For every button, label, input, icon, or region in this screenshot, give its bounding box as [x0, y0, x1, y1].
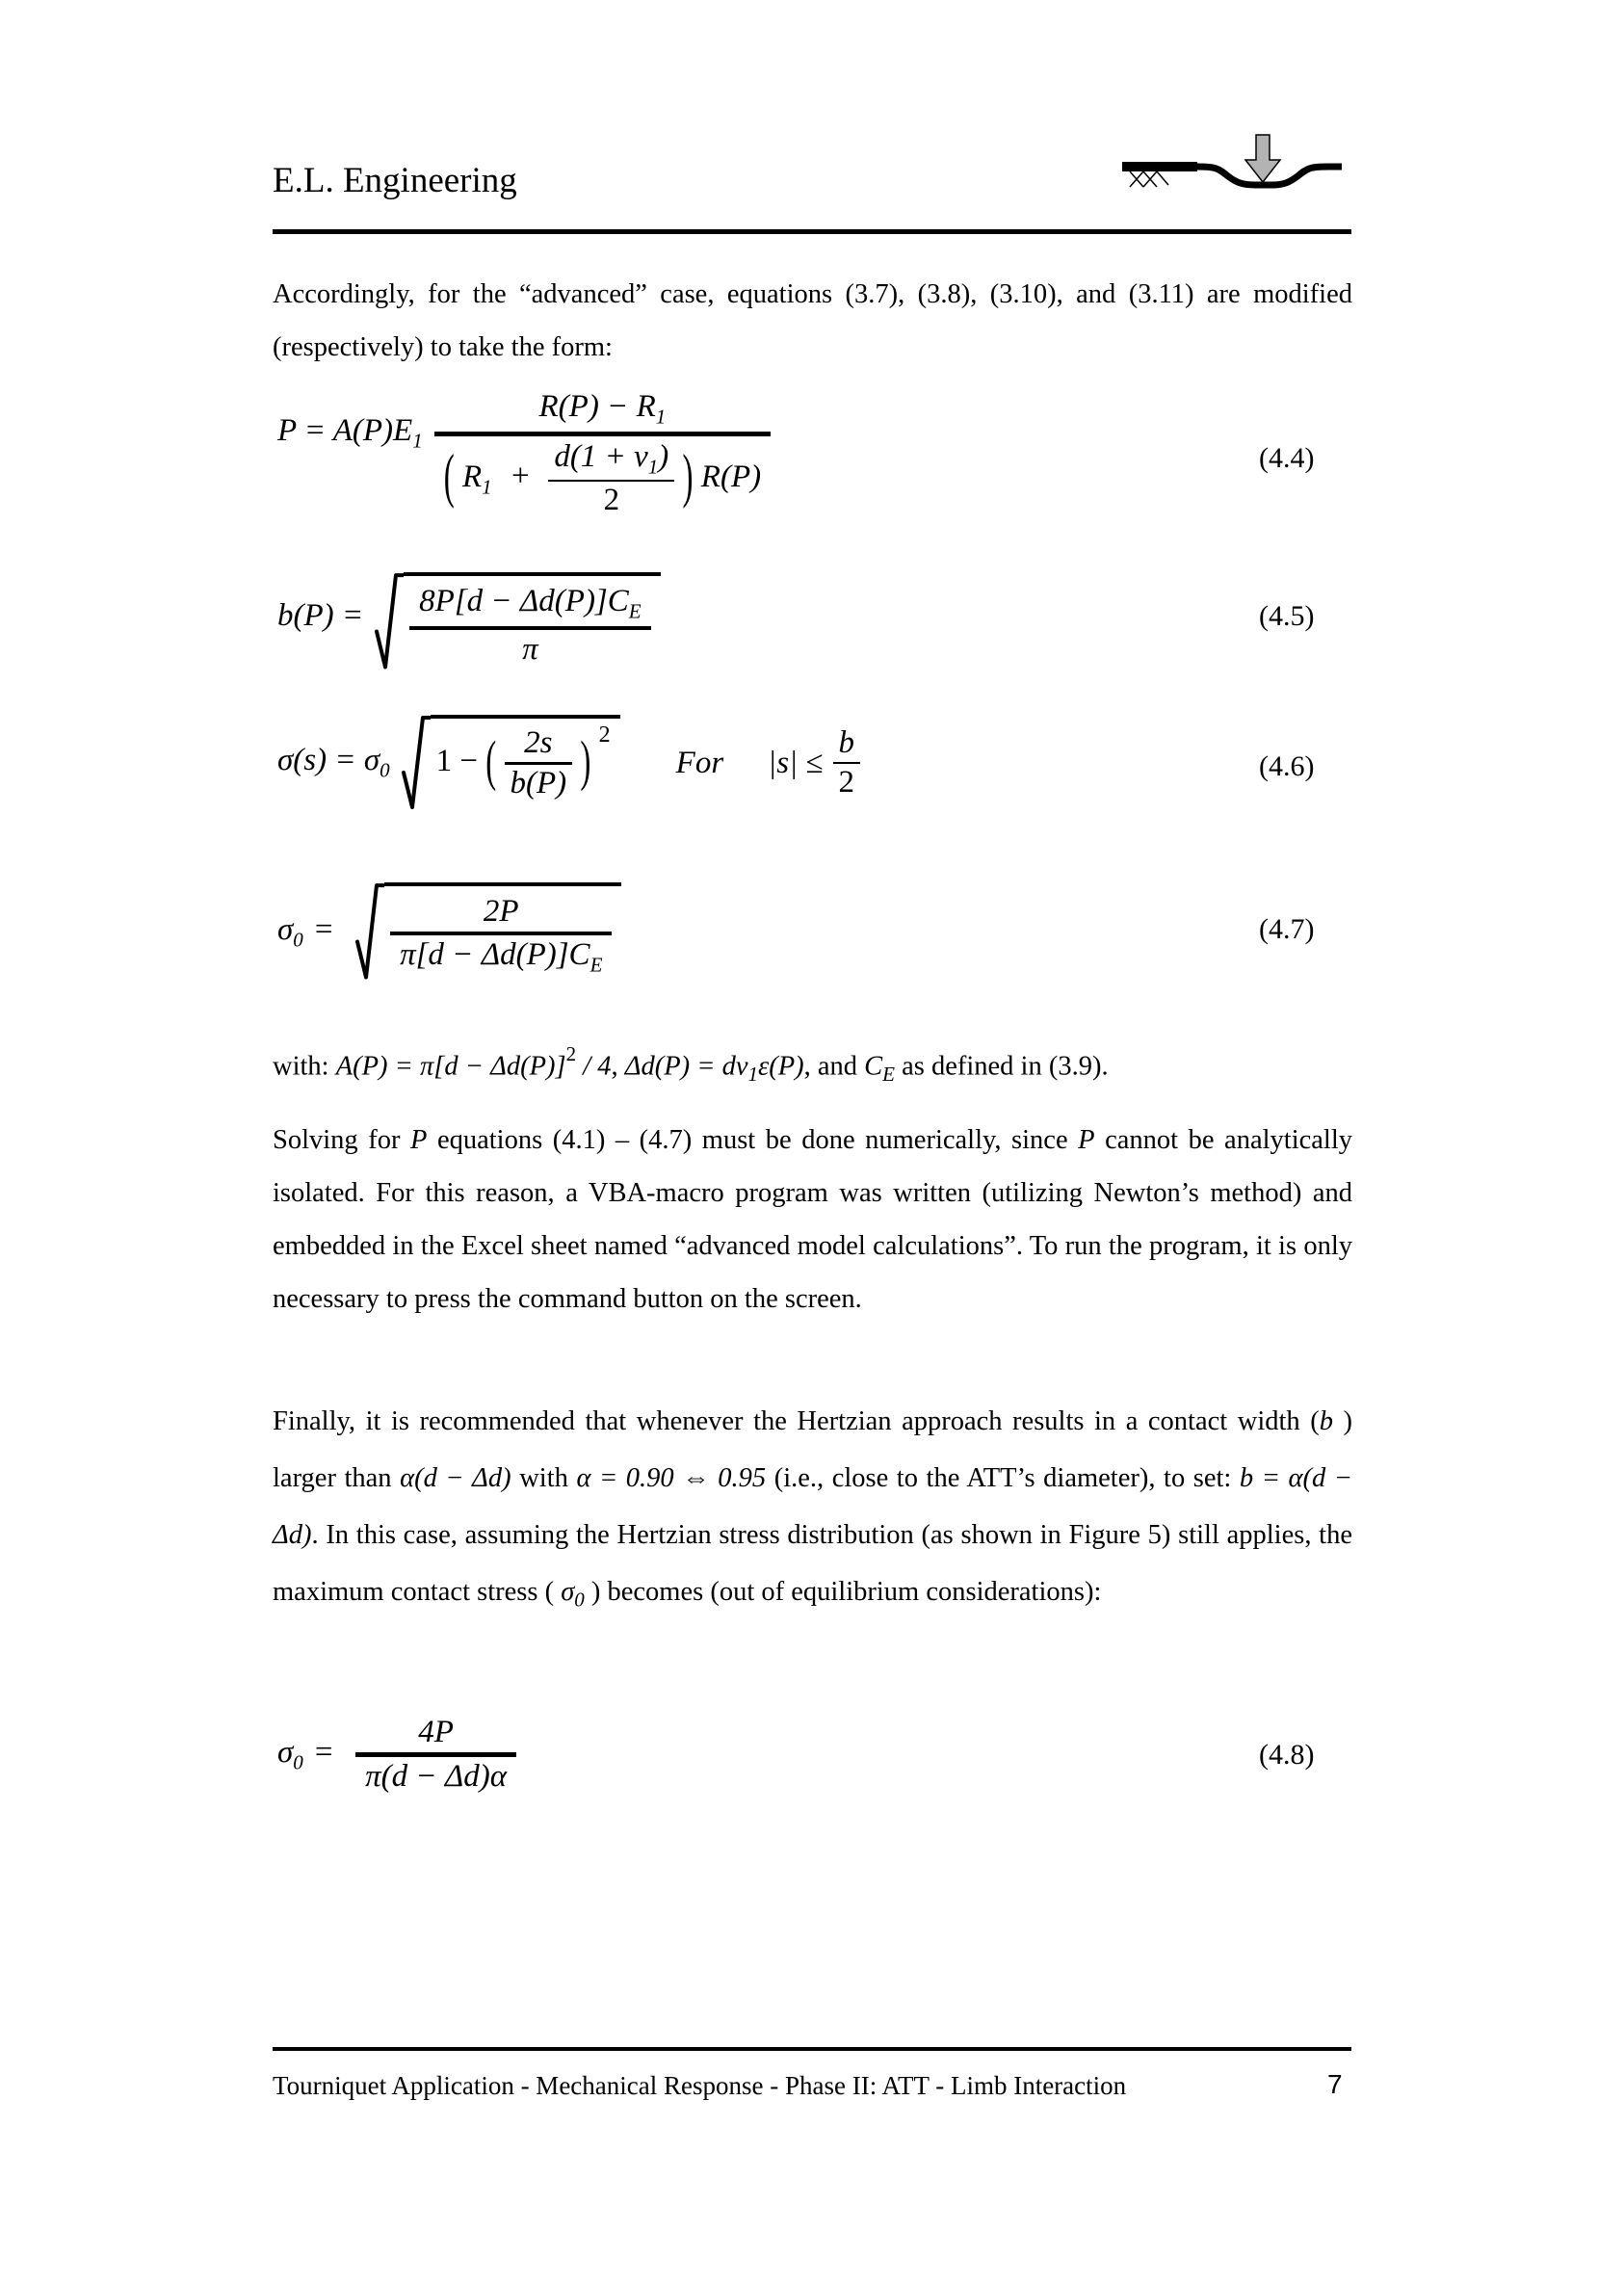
eq44-number: (4.4) [1259, 442, 1315, 474]
eq48-number: (4.8) [1259, 1739, 1315, 1771]
eq44-lhs: $P = A(P)E_1$ [277, 412, 423, 453]
header-rule [273, 229, 1351, 234]
eq45-fraction: $\frac{8P[d - \Delta d(P)]C_E}{\pi}$ [409, 582, 650, 669]
radical-sign-icon [375, 572, 404, 671]
eq44-inner-fraction: $\frac{d(1 + \nu_1)}{2}$ [548, 438, 674, 520]
eq46-condition: |s| ≤ [768, 745, 824, 780]
equation-4-4 [277, 387, 771, 521]
eq46-for-label: For [675, 745, 724, 780]
footer-rule [273, 2047, 1351, 2051]
eq47-lhs: $\sigma_0$ = [277, 911, 335, 952]
radical-sign-icon [355, 882, 384, 982]
solving-paragraph: Solving for P equations (4.1) – (4.7) must be done numerically, since P cannot be analytically isolated. For this reason, a VBA-macro program was written (utilizing Newton’s method) and embedded in the Excel sheet named “advanced model calculations”. To run the program, it is only necessary to press the command button on the screen. [273, 1125, 1352, 1314]
footer-text: Tourniquet Application - Mechanical Response - Phase II: ATT - Limb Interaction [273, 2071, 1127, 2100]
open-paren: ( [443, 444, 455, 512]
eq46-radical: 1 − ( $\frac{2s}{b(P)}$ ) $^2$ [402, 715, 620, 811]
eq47-fraction: $\frac{2P}{\pi[d - \Delta d(P)]C_E}$ [390, 892, 612, 980]
close-paren: ) [580, 732, 591, 794]
eq46-condition-fraction: $\frac{b}{2}$ [833, 724, 861, 801]
eq47-radical [355, 882, 621, 982]
eq48-lhs: $\sigma_0$ = [277, 1734, 335, 1774]
page-title: E.L. Engineering [273, 161, 517, 200]
limb-indentation-logo [1120, 133, 1344, 201]
eq48-fraction: 4P π(d − Δd)α [355, 1713, 516, 1797]
limb-indentation-icon [1120, 133, 1344, 197]
equation-4-7 [277, 882, 621, 982]
definitions-line: with: $A(P) = \pi[d - \Delta d(P)]^2 / 4$, $\Delta d(P) = d\nu_1\varepsilon(P)$, and $C_E$ as defined in (3.9). [273, 1042, 1109, 1087]
eq46-inner-fraction: $\frac{2s}{b(P)}$ [505, 724, 573, 802]
equation-4-8 [277, 1713, 516, 1797]
intro-text: Accordingly, for the “advanced” case, equations (3.7), (3.8), (3.10), and (3.11) are modified (respectively) to take the form: [273, 279, 1352, 362]
finally-paragraph: Finally, it is recommended that whenever the Hertzian approach results in a contact width (b ) larger than α(d − Δd) with α = 0.90 ⇔ 0.95 (i.e., close to the ATT’s diameter), to set: b = α(d − Δd). In this case, assuming the Hertzian stress distribution (as shown in Figure 5) still applies, the maximum contact stress ( $\sigma_0$ ) becomes (out of equilibrium considerations): [273, 1406, 1352, 1612]
equation-4-5 [277, 572, 661, 671]
radical-sign-icon [402, 715, 431, 811]
eq45-lhs: b(P) = [277, 597, 364, 633]
eq46-number: (4.6) [1259, 750, 1315, 782]
eq46-lhs: $\sigma(s) = \sigma_0$ [277, 743, 390, 782]
eq46-exponent: 2 [598, 722, 611, 748]
eq44-fraction: $R(P) - R_1$ ( $R_1$ + $\frac{d(1 + \nu_1)}{2}$ ) R(P) [434, 387, 771, 521]
eq45-number: (4.5) [1259, 600, 1315, 632]
page-number: 7 [1327, 2069, 1343, 2099]
open-paren: ( [485, 732, 497, 794]
intro-paragraph [273, 268, 1352, 374]
equation-4-6 [277, 715, 860, 811]
eq47-number: (4.7) [1259, 913, 1315, 945]
close-paren: ) [682, 444, 694, 512]
eq45-radical [375, 572, 660, 671]
down-arrow-icon [1245, 135, 1280, 182]
